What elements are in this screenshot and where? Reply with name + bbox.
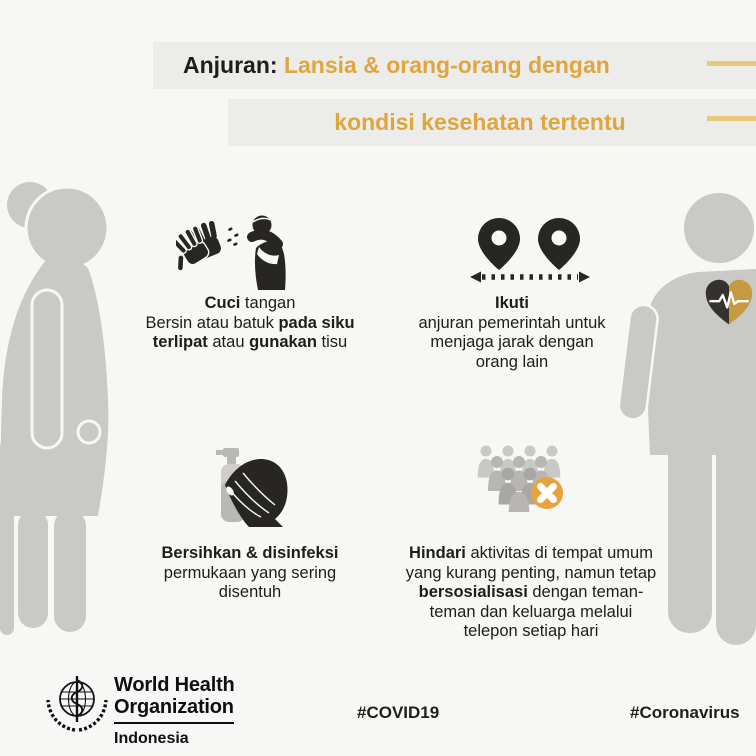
caption-jaga-jarak: Ikuti anjuran pemerintah untuk menjaga jarak dengan orang lain	[418, 294, 606, 371]
hashtag-coronavirus: #Coronavirus	[630, 703, 740, 722]
hashtag-covid19: #COVID19	[357, 703, 440, 722]
gold-dash-top	[707, 61, 756, 66]
who-emblem-icon	[46, 672, 108, 734]
who-name-line1: World Health	[114, 674, 235, 696]
title-bar-2	[228, 99, 756, 146]
avoid-crowd-icon	[472, 438, 572, 512]
heartbeat-heart-icon	[703, 278, 755, 328]
caption-hindari-keramaian: Hindari aktivitas di tempat umum yang kurang penting, namun tetap bersosialisasi dengan teman- teman dan keluarga melalui telepon setiap hari	[405, 544, 657, 640]
spray-disinfect-icon	[213, 441, 293, 527]
gold-dash-bottom	[707, 116, 756, 121]
title-highlight-line2: kondisi kesehatan tertentu	[334, 109, 626, 135]
who-country: Indonesia	[114, 730, 189, 747]
title-highlight-line1: Lansia & orang-orang dengan	[283, 52, 610, 78]
distance-pins-icon	[462, 215, 594, 287]
who-name-line2: Organization	[114, 697, 234, 725]
title-prefix: Anjuran:	[183, 52, 278, 78]
title-bar-1	[153, 42, 756, 89]
caption-bersihkan-disinfeksi: Bersihkan & disinfeksi permukaan yang sering disentuh	[161, 544, 339, 601]
caption-cuci-tangan: Cuci tangan Bersin atau batuk pada siku terlipat atau gunakan tisu	[145, 294, 355, 351]
handwash-cough-icon	[176, 212, 286, 292]
